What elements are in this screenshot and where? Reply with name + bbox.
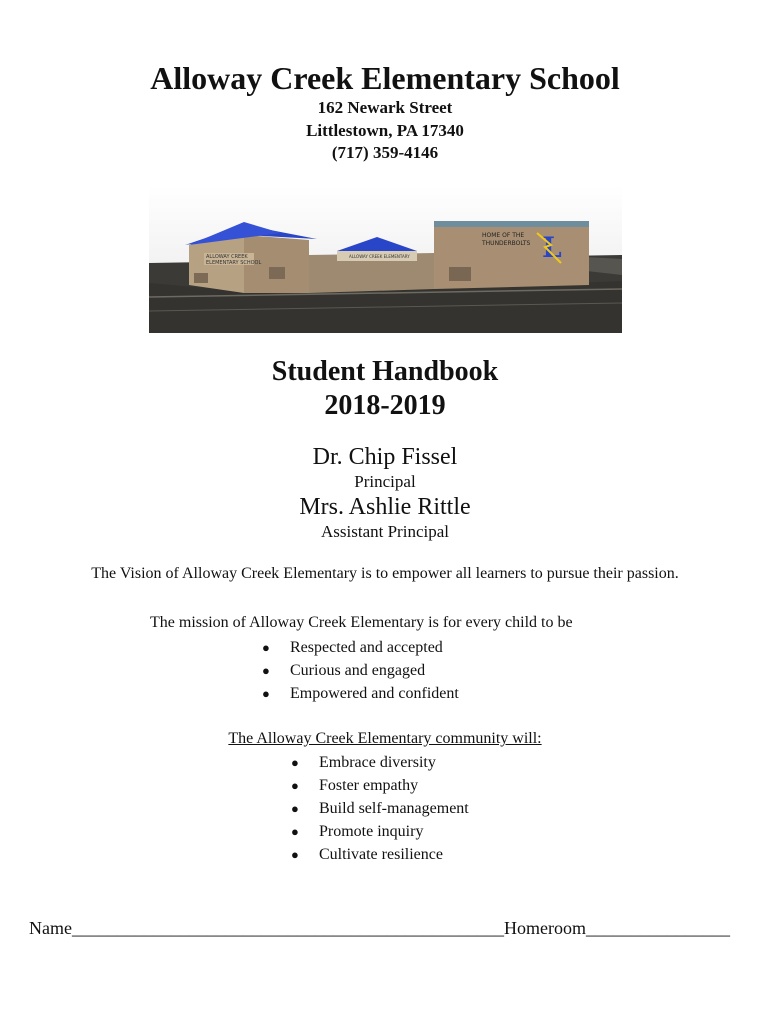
list-item: ● Foster empathy xyxy=(291,774,469,797)
homeroom-field[interactable]: ________________ xyxy=(585,918,730,938)
bullet-icon: ● xyxy=(291,755,299,770)
assistant-principal-title: Assistant Principal xyxy=(321,522,449,541)
bullet-icon: ● xyxy=(291,801,299,816)
school-phone: (717) 359-4146 xyxy=(331,143,439,162)
svg-text:ELEMENTARY SCHOOL: ELEMENTARY SCHOOL xyxy=(206,260,262,266)
bullet-icon: ● xyxy=(291,824,299,839)
name-label: Name xyxy=(29,918,72,938)
vision-statement: The Vision of Alloway Creek Elementary is to empower all learners to pursue their passion. xyxy=(91,565,679,582)
svg-text:ALLOWAY CREEK ELEMENTARY: ALLOWAY CREEK ELEMENTARY xyxy=(349,254,410,259)
list-item: ● Cultivate resilience xyxy=(291,843,469,866)
school-street: 162 Newark Street xyxy=(317,98,453,117)
community-heading: The Alloway Creek Elementary community will: xyxy=(228,730,542,747)
svg-text:THUNDERBOLTS: THUNDERBOLTS xyxy=(482,240,531,247)
list-item: ● Respected and accepted xyxy=(262,636,459,659)
handbook-title: Student Handbook xyxy=(271,356,499,387)
right-sign-text: HOME OF THE xyxy=(482,232,525,239)
list-item: ● Promote inquiry xyxy=(291,820,469,843)
mission-intro: The mission of Alloway Creek Elementary is for every child to be xyxy=(150,614,573,631)
name-field[interactable]: ________________________________________________ xyxy=(71,918,504,938)
bullet-icon: ● xyxy=(262,640,270,655)
bullet-icon: ● xyxy=(262,686,270,701)
homeroom-label: Homeroom xyxy=(503,918,586,938)
principal-title: Principal xyxy=(354,472,416,491)
community-list xyxy=(291,751,469,866)
school-logo: L xyxy=(542,231,562,264)
school-city: Littlestown, PA 17340 xyxy=(306,121,464,140)
bullet-icon: ● xyxy=(291,847,299,862)
school-name: Alloway Creek Elementary School xyxy=(150,60,620,96)
list-item: ● Build self-management xyxy=(291,797,469,820)
mission-list xyxy=(262,636,459,705)
school-building-image xyxy=(149,185,622,333)
principal-name: Dr. Chip Fissel xyxy=(312,444,458,470)
name-homeroom-line xyxy=(29,918,730,939)
list-item: ● Empowered and confident xyxy=(262,682,459,705)
left-sign-text: ALLOWAY CREEK xyxy=(206,254,248,260)
bullet-icon: ● xyxy=(291,778,299,793)
assistant-principal-name: Mrs. Ashlie Rittle xyxy=(299,494,471,520)
list-item: ● Embrace diversity xyxy=(291,751,469,774)
bullet-icon: ● xyxy=(262,663,270,678)
list-item: ● Curious and engaged xyxy=(262,659,459,682)
handbook-year: 2018-2019 xyxy=(324,390,446,421)
